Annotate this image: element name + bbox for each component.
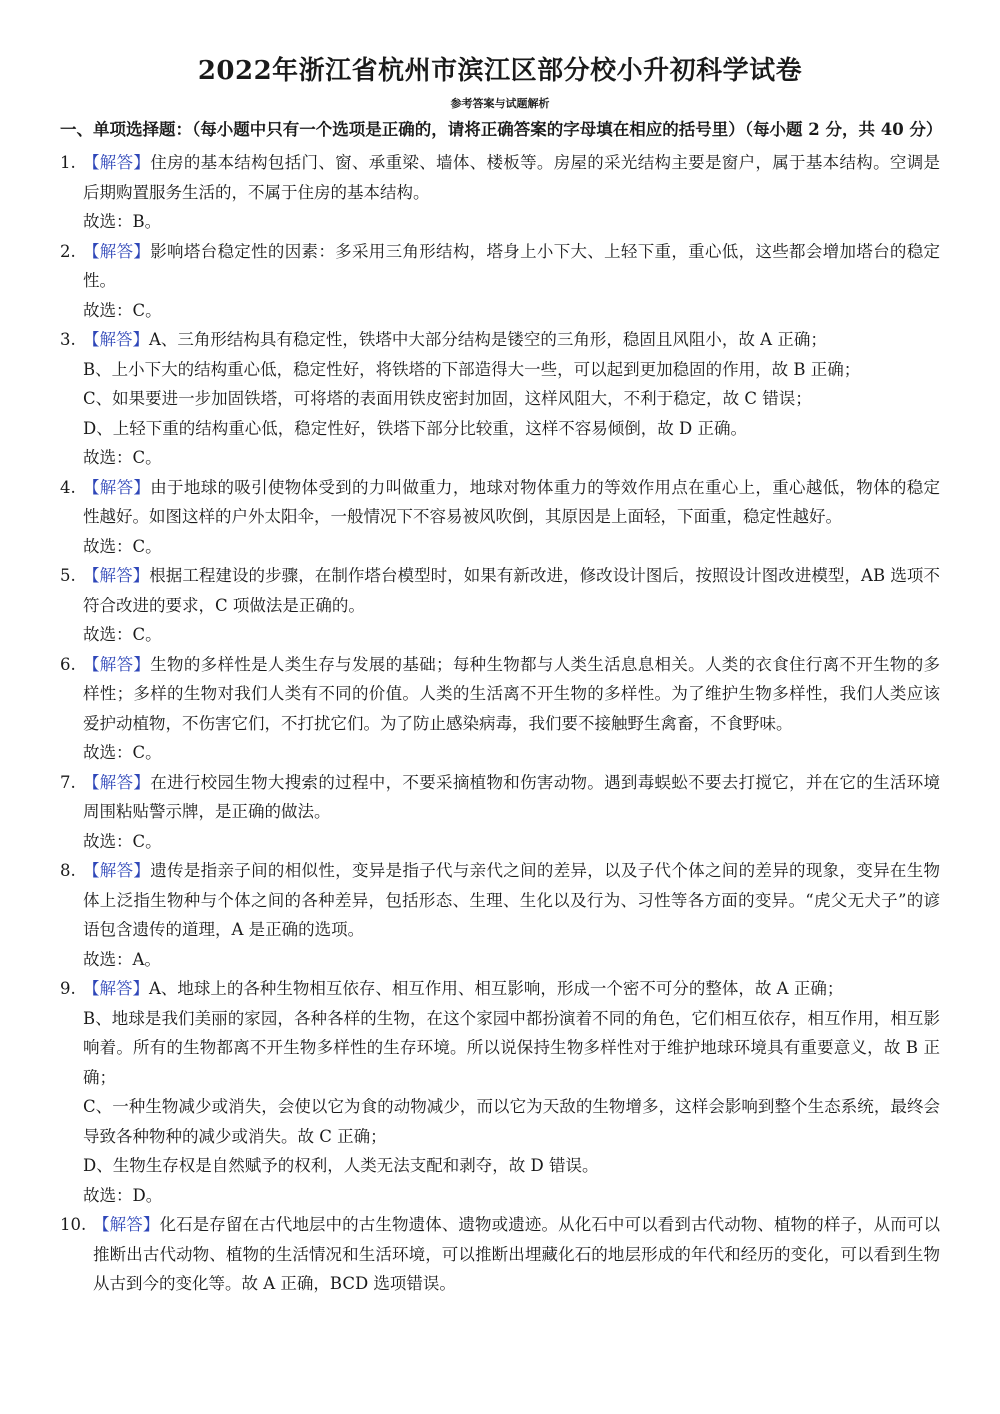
answer-choice: 故选：C。	[83, 536, 162, 556]
question-number: 3.	[60, 330, 76, 350]
analysis-paragraph	[83, 325, 940, 355]
analysis-paragraph	[83, 856, 940, 945]
question-number: 2.	[60, 241, 76, 261]
analysis-paragraph	[83, 650, 940, 739]
analysis-tag: 【解答】	[83, 153, 151, 173]
answer-choice: 故选：D。	[83, 1185, 163, 1205]
analysis-paragraph	[83, 561, 940, 620]
analysis-text: B、上小下大的结构重心低，稳定性好，将铁塔的下部造得大一些，可以起到更加稳固的作用，故 B 正确；	[83, 359, 861, 379]
analysis-text: A、三角形结构具有稳定性，铁塔中大部分结构是镂空的三角形，稳固且风阻小，故 A 正确；	[149, 330, 827, 350]
answer-choice: 故选：C。	[83, 743, 162, 763]
analysis-text: B、地球是我们美丽的家园，各种各样的生物，在这个家园中都扮演着不同的角色，它们相互依存，相互作用，相互影响着。所有的生物都离不开生物多样性的生存环境。所以说保持生物多样性对于维护地球环境具有重要意义，故 B 正确；	[83, 1008, 940, 1087]
analysis-paragraph	[83, 1004, 940, 1093]
analysis-paragraph	[83, 473, 940, 532]
analysis-paragraph	[93, 1210, 940, 1299]
analysis-text: 遗传是指亲子间的相似性，变异是指子代与亲代之间的差异，以及子代个体之间的差异的现象，变异在生物体上泛指生物种与个体之间的各种差异，包括形态、生理、生化以及行为、习性等各方面的变异。“虎父无犬子”的谚语包含遗传的道理，A 是正确的选项。	[83, 861, 941, 940]
question-number: 7.	[60, 772, 76, 792]
question-number: 1.	[60, 153, 76, 173]
answer-item	[60, 974, 940, 1210]
analysis-tag: 【解答】	[83, 979, 149, 999]
answer-choice: 故选：C。	[83, 448, 162, 468]
answer-choice: 故选：B。	[83, 212, 162, 232]
answer-choice: 故选：C。	[83, 300, 162, 320]
analysis-paragraph	[83, 1151, 940, 1181]
answer-item	[60, 473, 940, 562]
question-number: 8.	[60, 861, 76, 881]
analysis-text: D、生物生存权是自然赋予的权利，人类无法支配和剥夺，故 D 错误。	[83, 1156, 599, 1176]
analysis-tag: 【解答】	[83, 772, 151, 792]
analysis-text: 生物的多样性是人类生存与发展的基础；每种生物都与人类生活息息相关。人类的衣食住行离不开生物的多样性；多样的生物对我们人类有不同的价值。人类的生活离不开生物的多样性。为了维护生物多样性，我们人类应该爱护动植物，不伤害它们，不打扰它们。为了防止感染病毒，我们要不接触野生禽畜，不食野味。	[83, 654, 941, 733]
analysis-text: 由于地球的吸引使物体受到的力叫做重力，地球对物体重力的等效作用点在重心上，重心越低，物体的稳定性越好。如图这样的户外太阳伞，一般情况下不容易被风吹倒，其原因是上面轻，下面重，稳定性越好。	[83, 477, 941, 527]
answer-choice: 故选：A。	[83, 949, 161, 969]
answer-item	[60, 237, 940, 326]
section-heading: 一、单项选择题：（每小题中只有一个选项是正确的，请将正确答案的字母填在相应的括号里）（每小题 2 分，共 40 分）	[60, 120, 943, 140]
answer-item	[60, 856, 940, 974]
analysis-text: C、如果要进一步加固铁塔，可将塔的表面用铁皮密封加固，这样风阻大，不利于稳定，故 C 错误；	[83, 389, 812, 409]
analysis-tag: 【解答】	[83, 566, 150, 586]
analysis-tag: 【解答】	[83, 654, 151, 674]
answer-item	[60, 650, 940, 768]
analysis-tag: 【解答】	[83, 477, 151, 497]
analysis-paragraph	[83, 1092, 940, 1151]
page-title: 2022年浙江省杭州市滨江区部分校小升初科学试卷	[197, 56, 803, 86]
answer-item	[60, 561, 940, 650]
analysis-tag: 【解答】	[83, 330, 149, 350]
question-number: 9.	[60, 979, 76, 999]
analysis-text: A、地球上的各种生物相互依存、相互作用、相互影响，形成一个密不可分的整体，故 A 正确；	[149, 979, 844, 999]
answer-item	[60, 768, 940, 857]
analysis-paragraph	[83, 974, 940, 1004]
analysis-text: 化石是存留在古代地层中的古生物遗体、遗物或遗迹。从化石中可以看到古代动物、植物的样子，从而可以推断出古代动物、植物的生活情况和生活环境，可以推断出埋藏化石的地层形成的年代和经历的变化，可以看到生物从古到今的变化等。故 A 正确，BCD 选项错误。	[93, 1215, 941, 1294]
question-number: 5.	[60, 566, 76, 586]
question-number: 6.	[60, 654, 76, 674]
page-subtitle: 参考答案与试题解析	[450, 97, 550, 111]
answer-item	[60, 325, 940, 473]
question-number: 10.	[60, 1215, 87, 1235]
analysis-paragraph	[83, 148, 940, 207]
question-number: 4.	[60, 477, 76, 497]
analysis-tag: 【解答】	[83, 241, 151, 261]
analysis-paragraph	[83, 768, 940, 827]
analysis-paragraph	[83, 355, 940, 385]
analysis-text: 住房的基本结构包括门、窗、承重梁、墙体、楼板等。房屋的采光结构主要是窗户，属于基本结构。空调是后期购置服务生活的，不属于住房的基本结构。	[83, 153, 941, 202]
analysis-paragraph	[83, 414, 940, 444]
analysis-text: 影响塔台稳定性的因素：多采用三角形结构，塔身上小下大、上轻下重，重心低，这些都会增加塔台的稳定性。	[83, 241, 941, 291]
answer-list	[60, 148, 940, 1299]
analysis-tag: 【解答】	[83, 861, 151, 881]
analysis-paragraph	[83, 384, 940, 414]
answer-item	[60, 148, 940, 237]
answer-item	[60, 1210, 940, 1299]
answer-choice: 故选：C。	[83, 831, 162, 851]
answer-choice: 故选：C。	[83, 625, 162, 645]
analysis-text: D、上轻下重的结构重心低，稳定性好，铁塔下部分比较重，这样不容易倾倒，故 D 正确。	[83, 418, 747, 438]
analysis-text: 根据工程建设的步骤，在制作塔台模型时，如果有新改进，修改设计图后，按照设计图改进模型，AB 选项不符合改进的要求，C 项做法是正确的。	[83, 566, 940, 615]
analysis-tag: 【解答】	[93, 1215, 160, 1235]
analysis-text: C、一种生物减少或消失，会使以它为食的动物减少，而以它为天敌的生物增多，这样会影响到整个生态系统，最终会导致各种物种的减少或消失。故 C 正确；	[83, 1097, 940, 1146]
analysis-paragraph	[83, 237, 940, 296]
analysis-text: 在进行校园生物大搜索的过程中，不要采摘植物和伤害动物。遇到毒蜈蚣不要去打搅它，并在它的生活环境周围粘贴警示牌，是正确的做法。	[83, 772, 941, 822]
